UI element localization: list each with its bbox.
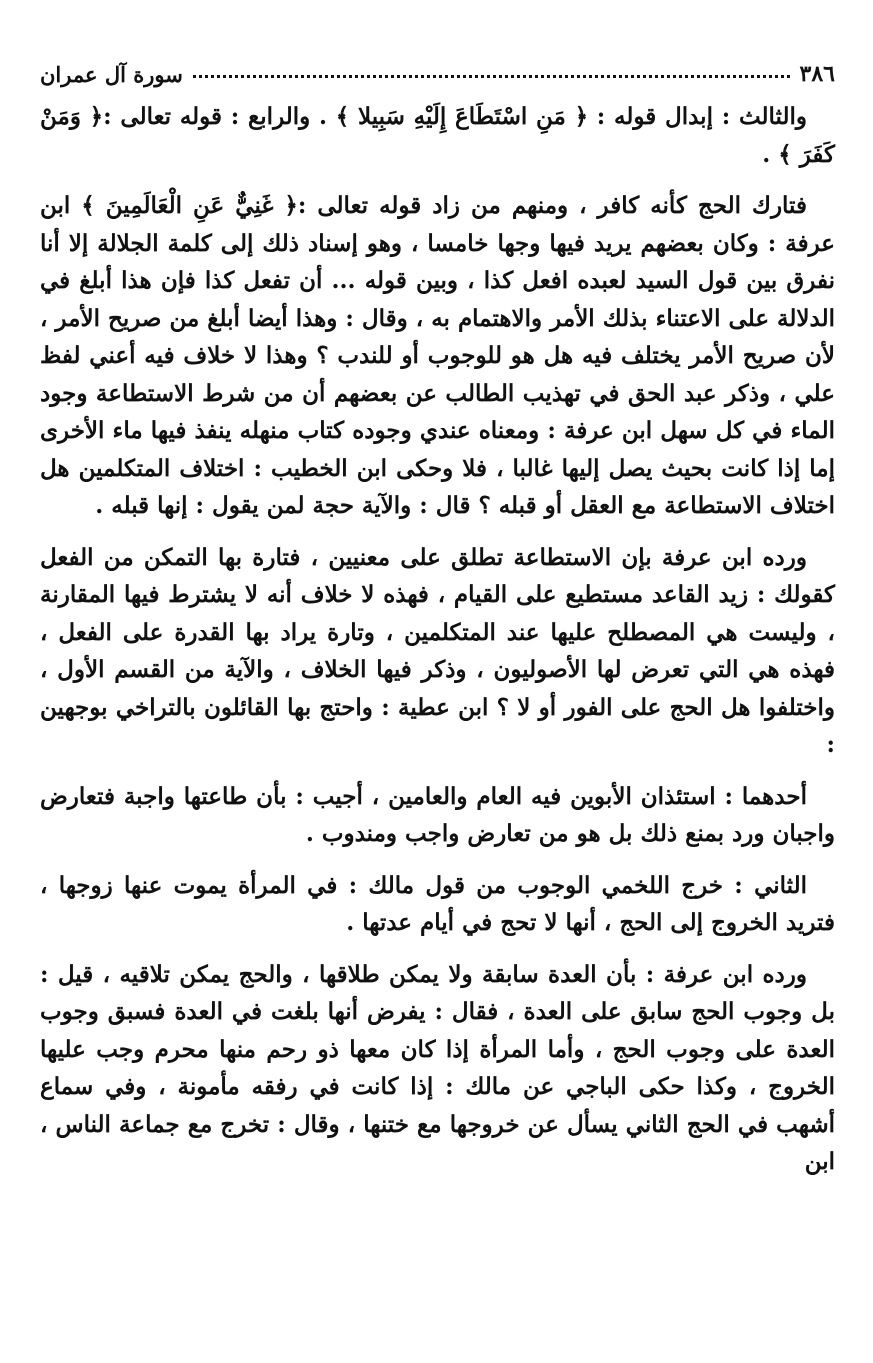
page-header (40, 58, 835, 90)
page-number: ٣٨٦ (799, 61, 835, 87)
header-dotted-rule (193, 75, 790, 78)
paragraph-3: ورده ابن عرفة بإن الاستطاعة تطلق على معنيين ، فتارة بها التمكن من الفعل كقولك : زيد القاعد مستطيع على القيام ، فهذه لا خلاف أنه لا يشترط فيها المقارنة ، وليست هي المصطلح عليها عند المتكلمين ، وتارة يراد بها القدرة على الفعل ، فهذه هي التي تعرض لها الأصوليون ، وذكر فيها الخلاف ، والآية من القسم الأول ، واختلفوا هل الحج على الفور أو لا ؟ ابن عطية : واحتج بها القائلون بالتراخي بوجهين : (40, 543, 835, 758)
paragraph-2: فتارك الحج كأنه كافر ، ومنهم من زاد قوله تعالى :﴿ غَنِيٌّ عَنِ الْعَالَمِينَ ﴾ ابن عرفة : وكان بعضهم يريد فيها وجها خامسا ، وهو إسناد ذلك إلى كلمة الجلالة إلا أنا نفرق بين قول السيد لعبده افعل كذا ، وبين قوله ... أن تفعل كذا فإن هذا أبلغ في الدلالة على الاعتناء بذلك الأمر والاهتمام به ، وقال : وهذا أيضا أبلغ من صريح الأمر ، لأن صريح الأمر يختلف فيه هل هو للوجوب أو للندب ؟ وهذا لا خلاف فيه أعني لفظ علي ، وذكر عبد الحق في تهذيب الطالب عن بعضهم أن من شرط الاستطاعة وجود الماء في كل سهل ابن عرفة : ومعناه عندي وجوده كتاب منهله ينفذ فيها ماء الأخرى إما إذا كانت بحيث يصل إليها غالبا ، فلا وحكى ابن الخطيب : اختلاف المتكلمين هل اختلاف الاستطاعة مع العقل أو قبله ؟ قال : والآية حجة لمن يقول : إنها قبله . (40, 192, 835, 519)
paragraph-4: أحدهما : استئذان الأبوين فيه العام والعامين ، أجيب : بأن طاعتها واجبة فتعارض واجبان ورد بمنع ذلك بل هو من تعارض واجب ومندوب . (40, 782, 835, 847)
paragraph-1: والثالث : إبدال قوله : ﴿ مَنِ اسْتَطَاعَ إِلَيْهِ سَبِيلا ﴾ . والرابع : قوله تعالى :﴿ وَمَنْ كَفَرَ ﴾ . (40, 103, 835, 168)
paragraph-5: الثاني : خرج اللخمي الوجوب من قول مالك : في المرأة يموت عنها زوجها ، فتريد الخروج إلى الحج ، أنها لا تحج في أيام عدتها . (40, 871, 835, 936)
surah-title: سورة آل عمران (40, 61, 183, 87)
paragraph-6: ورده ابن عرفة : بأن العدة سابقة ولا يمكن طلاقها ، والحج يمكن تلاقيه ، قيل : بل وجوب الحج سابق على العدة ، فقال : يفرض أنها بلغت في العدة فسبق وجوب العدة على وجوب الحج ، وأما المرأة إذا كان معها ذو رحم منها محرم وجب عليها الخروج ، وكذا حكى الباجي عن مالك : إذا كانت في رفقه مأمونة ، وفي سماع أشهب في الحج الثاني يسأل عن خروجها مع ختنها ، وقال : تخرج مع جماعة الناس ، ابن (40, 960, 835, 1175)
page-body (40, 98, 835, 1181)
